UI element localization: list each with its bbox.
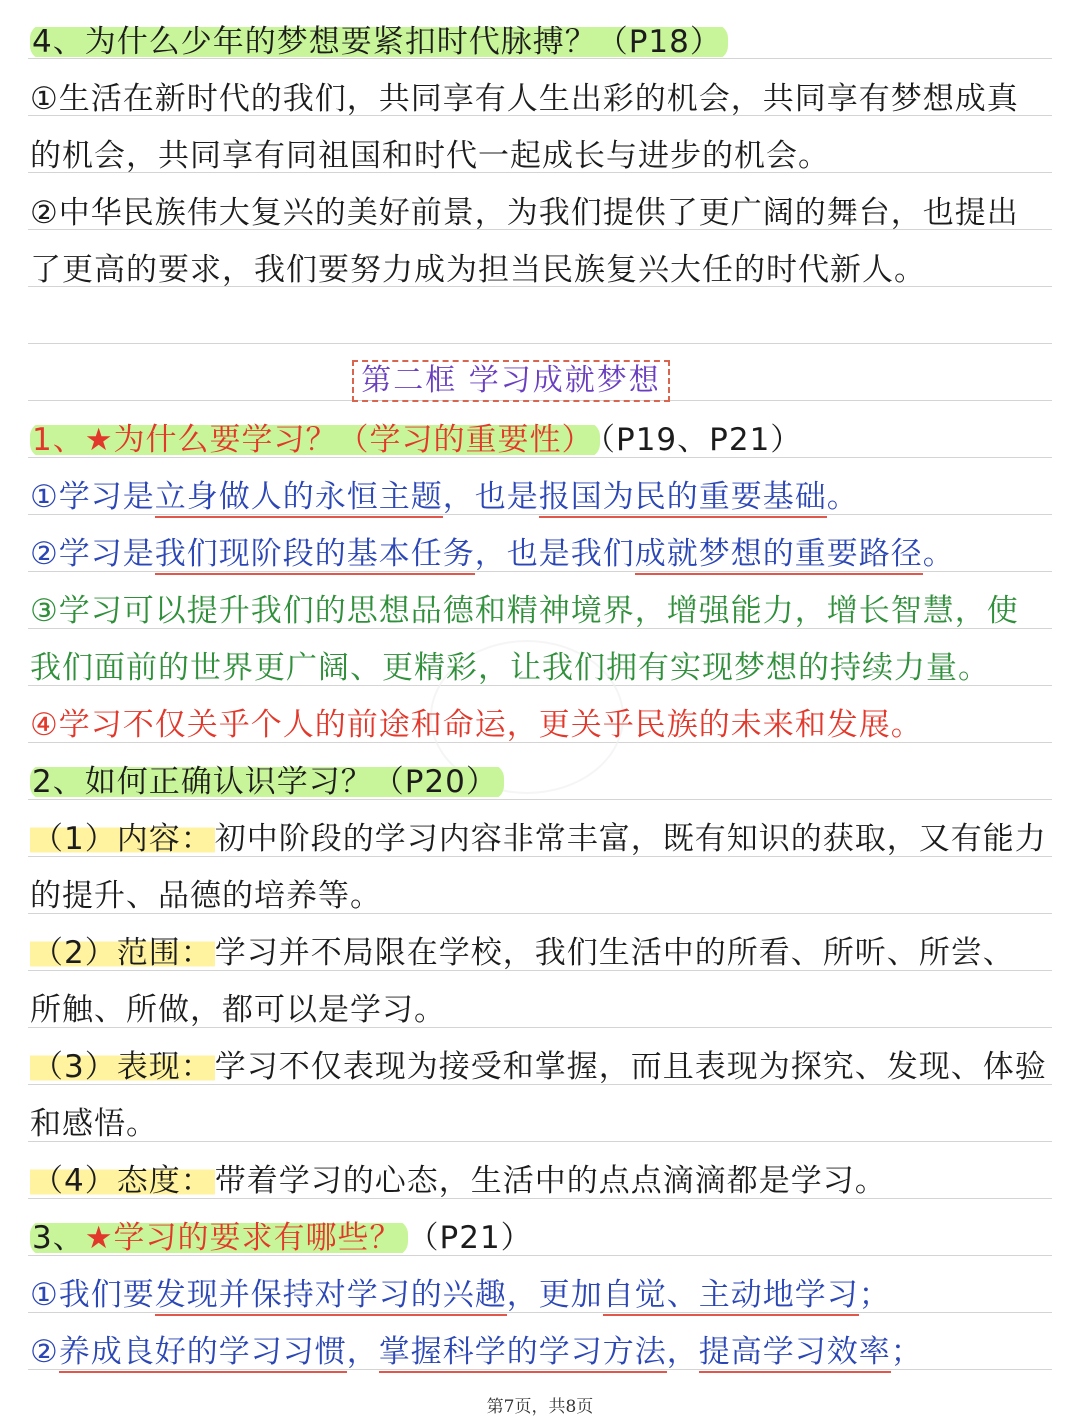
q1-item2: ②学习是我们现阶段的基本任务，也是我们成就梦想的重要路径。 <box>30 534 1058 574</box>
q3-item2: ②养成良好的学习习惯，掌握科学的学习方法，提高学习效率； <box>30 1332 1058 1372</box>
q2-content-line1: （1）内容：初中阶段的学习内容非常丰富，既有知识的获取，又有能力 <box>32 821 1047 857</box>
section4-point2-line1: ②中华民族伟大复兴的美好前景，为我们提供了更广阔的舞台，也提出 <box>30 195 1019 231</box>
lesson-frame-title: 第二框 学习成就梦想 <box>352 360 670 402</box>
q2-scope-line1: （2）范围：学习并不局限在学校，我们生活中的所看、所听、所尝、 <box>32 935 1015 971</box>
q2-manifest-line2: 和感悟。 <box>30 1106 158 1142</box>
q2-attitude-line1: （4）态度：带着学习的心态，生活中的点点滴滴都是学习。 <box>32 1163 887 1199</box>
q2-manifest-label: （3）表现： <box>32 1049 213 1085</box>
page-number-footer: 第7页，共8页 <box>486 1397 594 1417</box>
section4-point1-line2: 的机会，共同享有同祖国和时代一起成长与进步的机会。 <box>30 138 830 174</box>
q2-heading: 2、如何正确认识学习？（P20） <box>30 762 1058 802</box>
section4-point2-line2: 了更高的要求，我们要努力成为担当民族复兴大任的时代新人。 <box>30 252 926 288</box>
q1-heading: 1、★为什么要学习？（学习的重要性） （P19、P21） <box>32 422 803 458</box>
q1-item1: ①学习是立身做人的永恒主题，也是报国为民的重要基础。 <box>30 477 1058 517</box>
q2-manifest-line1: （3）表现：学习不仅表现为接受和掌握，而且表现为探究、发现、体验 <box>32 1049 1047 1085</box>
q2-content-line2: 的提升、品德的培养等。 <box>30 878 382 914</box>
q3-item1: ①我们要发现并保持对学习的兴趣，更加自觉、主动地学习； <box>30 1275 1058 1315</box>
q1-item3-line1: ③学习可以提升我们的思想品德和精神境界，增强能力，增长智慧，使 <box>30 593 1019 629</box>
q2-attitude-label: （4）态度： <box>32 1163 213 1199</box>
ruled-line <box>28 343 1052 344</box>
q2-content-label: （1）内容： <box>32 821 213 857</box>
section4-heading: 4、为什么少年的梦想要紧扣时代脉搏？（P18） <box>30 22 1058 62</box>
q1-item4: ④学习不仅关乎个人的前途和命运，更关乎民族的未来和发展。 <box>30 707 923 743</box>
q2-scope-label: （2）范围： <box>32 935 213 971</box>
section4-point1-line1: ①生活在新时代的我们，共同享有人生出彩的机会，共同享有梦想成真 <box>30 81 1019 117</box>
q1-item3-line2: 我们面前的世界更广阔、更精彩，让我们拥有实现梦想的持续力量。 <box>30 650 990 686</box>
q3-heading: 3、★学习的要求有哪些？ （P21） <box>32 1220 533 1256</box>
q2-scope-line2: 所触、所做，都可以是学习。 <box>30 992 446 1028</box>
